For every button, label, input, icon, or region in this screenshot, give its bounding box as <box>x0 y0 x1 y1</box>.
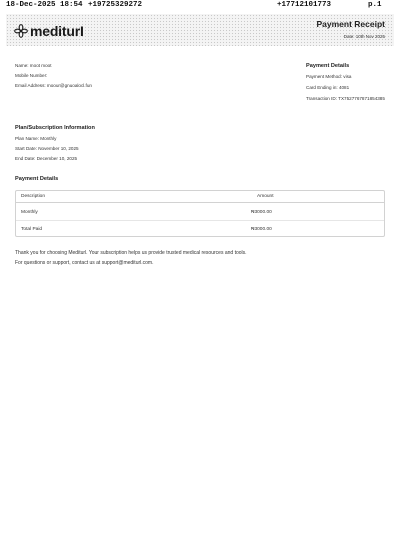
brand-name: mediturI <box>30 23 84 39</box>
payment-table-title: Payment Details <box>15 176 59 182</box>
support-note: For questions or support, contact us at support@mediturl.com. <box>15 260 154 266</box>
plan-end-date: End Date: December 10, 2025 <box>15 156 78 161</box>
row-divider <box>16 220 384 221</box>
plan-start-date: Start Date: November 10, 2025 <box>15 146 79 151</box>
thank-you-note: Thank you for choosing Mediturl. Your subscription helps us provide trusted medical resources and tools. <box>15 250 247 256</box>
card-ending: Card Ending in: 4081 <box>306 85 350 90</box>
fax-to-number: +17712101773 <box>277 1 332 9</box>
payment-details-side-title: Payment Details <box>306 63 350 69</box>
header-description: Description <box>21 194 45 199</box>
plan-name: Plan Name: Monthly <box>15 136 57 141</box>
row-description: Monthly <box>21 210 38 215</box>
row-amount: ₦3000.00 <box>251 210 272 215</box>
fax-datetime: 18-Dec-2025 18:54 <box>6 1 83 9</box>
customer-name: Name: moot moot <box>15 63 52 68</box>
payment-method: Payment Method: visa <box>306 74 352 79</box>
receipt-date: Date: 10th Nov 2025 <box>343 34 385 39</box>
row-description: Total Paid <box>21 227 43 232</box>
customer-mobile: Mobile Number: <box>15 73 48 78</box>
transaction-id: Transaction ID: TX7527767871854385 <box>306 96 385 101</box>
row-amount: ₦3000.00 <box>251 227 272 232</box>
customer-email: Email Address: moour@gnuoalocl.fun <box>15 83 92 88</box>
fax-header <box>0 0 400 10</box>
receipt-title: Payment Receipt <box>316 19 385 29</box>
table-header <box>16 191 384 203</box>
flower-logo-icon <box>14 24 28 38</box>
fax-page-number: p.1 <box>368 1 382 9</box>
header-amount: Amount <box>257 194 274 199</box>
brand-logo <box>14 23 84 39</box>
plan-section-title: Plan/Subscription Information <box>15 125 95 131</box>
fax-from-number: +19725329272 <box>88 1 143 9</box>
payment-table <box>15 190 385 237</box>
